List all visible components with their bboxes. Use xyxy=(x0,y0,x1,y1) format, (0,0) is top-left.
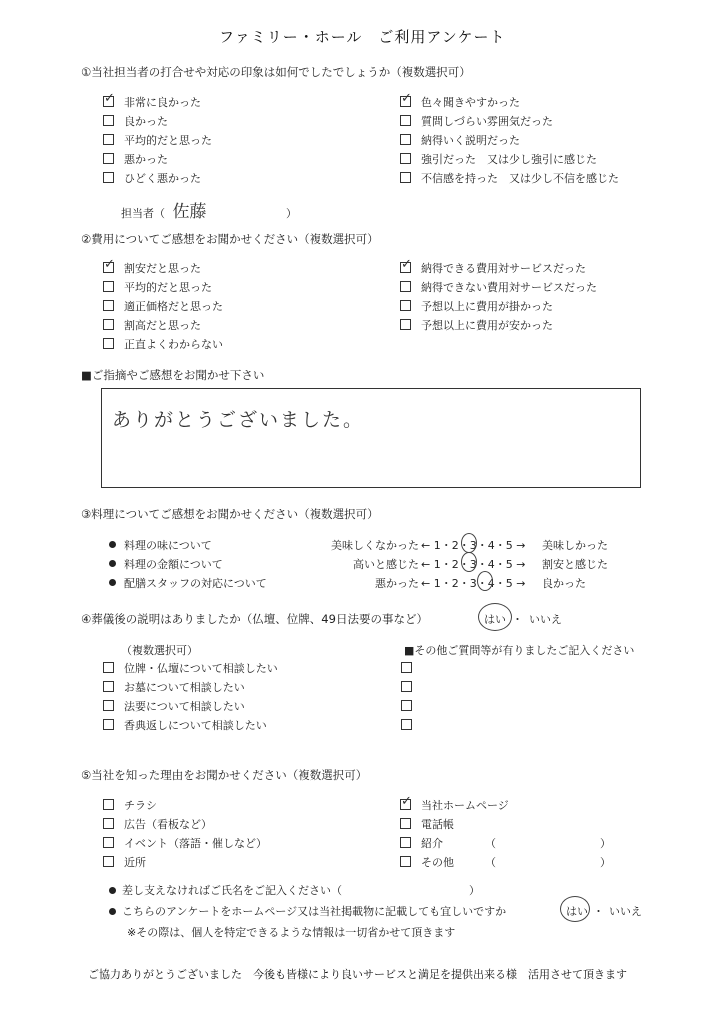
checkbox[interactable] xyxy=(103,818,114,829)
q4-no[interactable]: いいえ xyxy=(529,613,562,626)
checkbox[interactable] xyxy=(103,134,114,145)
option-label: ひどく悪かった xyxy=(124,172,201,185)
checkbox[interactable] xyxy=(400,153,411,164)
checkbox[interactable] xyxy=(400,115,411,126)
rating-topic: 料理の金額について xyxy=(124,558,223,571)
rating-topic: 配膳スタッフの対応について xyxy=(124,577,267,590)
option-label: チラシ xyxy=(124,799,157,812)
publish-question: こちらのアンケートをホームページ又は当社掲載物に記載しても宜しいですか xyxy=(122,905,507,918)
q4-other-label: ■その他ご質問等が有りましたご記入ください xyxy=(404,644,635,657)
check-icon: ✓ xyxy=(104,91,115,106)
checkbox[interactable] xyxy=(103,719,114,730)
publish-note: ※その際は、個人を特定できるような情報は一切省かせて頂きます xyxy=(127,926,456,939)
name-request xyxy=(122,882,480,898)
q3-heading: ③料理についてご感想をお聞かせください（複数選択可） xyxy=(81,507,379,521)
rating-selected-circle xyxy=(461,533,477,553)
q4-yes[interactable]: はい xyxy=(484,613,506,626)
check-icon: ✓ xyxy=(104,257,115,272)
checkbox[interactable] xyxy=(103,153,114,164)
option-label: 納得できる費用対サービスだった xyxy=(421,262,586,275)
comments-heading: ■ご指摘やご感想をお聞かせ下さい xyxy=(81,368,265,382)
q2-heading: ②費用についてご感想をお聞かせください（複数選択可） xyxy=(81,232,379,246)
checkbox[interactable] xyxy=(400,257,412,273)
publish-yes[interactable]: はい xyxy=(566,905,588,918)
checkbox[interactable] xyxy=(103,662,114,673)
checkbox[interactable] xyxy=(103,319,114,330)
checkbox[interactable] xyxy=(400,134,411,145)
checkbox[interactable] xyxy=(400,172,411,183)
option-label: 強引だった 又は少し強引に感じた xyxy=(421,153,597,166)
publish-no[interactable]: いいえ xyxy=(609,905,642,918)
option-label: 正直よくわからない xyxy=(124,338,223,351)
bullet-icon xyxy=(109,560,116,567)
rating-selected-circle xyxy=(461,552,477,572)
publish-yes-circle xyxy=(560,896,590,922)
comments-text: ありがとうございました。 xyxy=(112,409,365,431)
rating-scale[interactable]: ← 1・2・3・4・5 → xyxy=(421,577,526,590)
checkbox[interactable] xyxy=(103,115,114,126)
q4-multi-label: （複数選択可） xyxy=(121,644,198,657)
rating-scale[interactable]: ← 1・2・3・4・5 → xyxy=(421,558,526,571)
rating-topic: 料理の味について xyxy=(124,539,212,552)
option-label: 色々聞きやすかった xyxy=(421,96,520,109)
checkbox[interactable] xyxy=(400,837,411,848)
name-request-close: ） xyxy=(469,884,480,897)
checkbox[interactable] xyxy=(103,799,114,810)
check-icon: ✓ xyxy=(401,794,412,809)
rating-low-label: 美味しくなかった xyxy=(331,539,419,552)
check-icon: ✓ xyxy=(401,257,412,272)
option-label: 法要について相談したい xyxy=(124,700,245,713)
rating-selected-circle xyxy=(477,571,493,591)
paren-open: （ xyxy=(485,837,496,850)
other-checkbox[interactable] xyxy=(401,719,412,730)
option-label: 予想以上に費用が安かった xyxy=(421,319,553,332)
rating-high-label: 割安と感じた xyxy=(542,558,608,571)
other-checkbox[interactable] xyxy=(401,700,412,711)
q4-sep: ・ xyxy=(512,613,523,626)
option-label: 適正価格だと思った xyxy=(124,300,223,313)
checkbox[interactable] xyxy=(103,300,114,311)
rating-low-label: 悪かった xyxy=(375,577,419,590)
other-checkbox[interactable] xyxy=(401,662,412,673)
paren-close: ） xyxy=(600,837,611,850)
staff-close: ） xyxy=(286,207,297,220)
bullet-icon xyxy=(109,887,116,894)
option-label: 電話帳 xyxy=(421,818,454,831)
checkbox[interactable] xyxy=(103,681,114,692)
checkbox[interactable] xyxy=(400,319,411,330)
option-label: 良かった xyxy=(124,115,168,128)
checkbox[interactable] xyxy=(103,172,114,183)
option-label: 不信感を持った 又は少し不信を感じた xyxy=(421,172,619,185)
option-label: 平均的だと思った xyxy=(124,134,212,147)
rating-low-label: 高いと感じた xyxy=(353,558,419,571)
q4-heading: ④葬儀後の説明はありましたか（仏壇、位牌、49日法要の事など） xyxy=(81,612,428,626)
page-title: ファミリー・ホール ご利用アンケート xyxy=(219,28,506,46)
checkbox[interactable] xyxy=(103,257,115,273)
checkbox[interactable] xyxy=(103,700,114,711)
option-label: 広告（看板など） xyxy=(124,818,212,831)
publish-sep: ・ xyxy=(593,905,604,918)
staff-name[interactable]: 佐藤 xyxy=(172,202,207,222)
checkbox[interactable] xyxy=(103,91,115,107)
comments-textarea[interactable] xyxy=(101,388,641,488)
checkbox[interactable] xyxy=(103,837,114,848)
option-label: 納得できない費用対サービスだった xyxy=(421,281,597,294)
q5-heading: ⑤当社を知った理由をお聞かせください（複数選択可） xyxy=(81,768,368,782)
checkbox[interactable] xyxy=(400,91,412,107)
checkbox[interactable] xyxy=(103,281,114,292)
staff-label: 担当者（ xyxy=(121,207,165,220)
option-label: 当社ホームページ xyxy=(421,799,509,812)
bullet-icon xyxy=(109,908,116,915)
checkbox[interactable] xyxy=(400,300,411,311)
checkbox[interactable] xyxy=(103,856,114,867)
bullet-icon xyxy=(109,541,116,548)
option-label: 割高だと思った xyxy=(124,319,201,332)
option-label: 香典返しについて相談したい xyxy=(124,719,267,732)
option-label: 割安だと思った xyxy=(124,262,201,275)
other-checkbox[interactable] xyxy=(401,681,412,692)
q1-heading: ①当社担当者の打合せや対応の印象は如何でしたでしょうか（複数選択可） xyxy=(81,65,471,79)
option-label: その他 xyxy=(421,856,454,869)
option-label: 予想以上に費用が掛かった xyxy=(421,300,553,313)
checkbox[interactable] xyxy=(400,281,411,292)
footer-thanks: ご協力ありがとうございました 今後も皆様により良いサービスと満足を提供出来る様 活用させて頂きます xyxy=(88,968,627,981)
option-label: 悪かった xyxy=(124,153,168,166)
option-label: 平均的だと思った xyxy=(124,281,212,294)
option-label: 近所 xyxy=(124,856,146,869)
option-label: 納得いく説明だった xyxy=(421,134,520,147)
rating-scale[interactable]: ← 1・2・3・4・5 → xyxy=(421,539,526,552)
paren-open: （ xyxy=(485,856,496,869)
staff-field xyxy=(121,197,297,222)
checkbox[interactable] xyxy=(400,818,411,829)
checkbox[interactable] xyxy=(400,794,412,810)
rating-high-label: 良かった xyxy=(542,577,586,590)
option-label: 非常に良かった xyxy=(124,96,201,109)
rating-high-label: 美味しかった xyxy=(542,539,608,552)
q4-yes-circle xyxy=(478,603,512,631)
checkbox[interactable] xyxy=(400,856,411,867)
option-label: お墓について相談したい xyxy=(124,681,245,694)
option-label: 質問しづらい雰囲気だった xyxy=(421,115,553,128)
checkbox[interactable] xyxy=(103,338,114,349)
option-label: 位牌・仏壇について相談したい xyxy=(124,662,278,675)
option-label: 紹介 xyxy=(421,837,443,850)
option-label: イベント（落語・催しなど） xyxy=(124,837,267,850)
name-request-label: 差し支えなければご氏名をご記入ください（ xyxy=(122,884,342,897)
bullet-icon xyxy=(109,579,116,586)
check-icon: ✓ xyxy=(401,91,412,106)
paren-close: ） xyxy=(600,856,611,869)
